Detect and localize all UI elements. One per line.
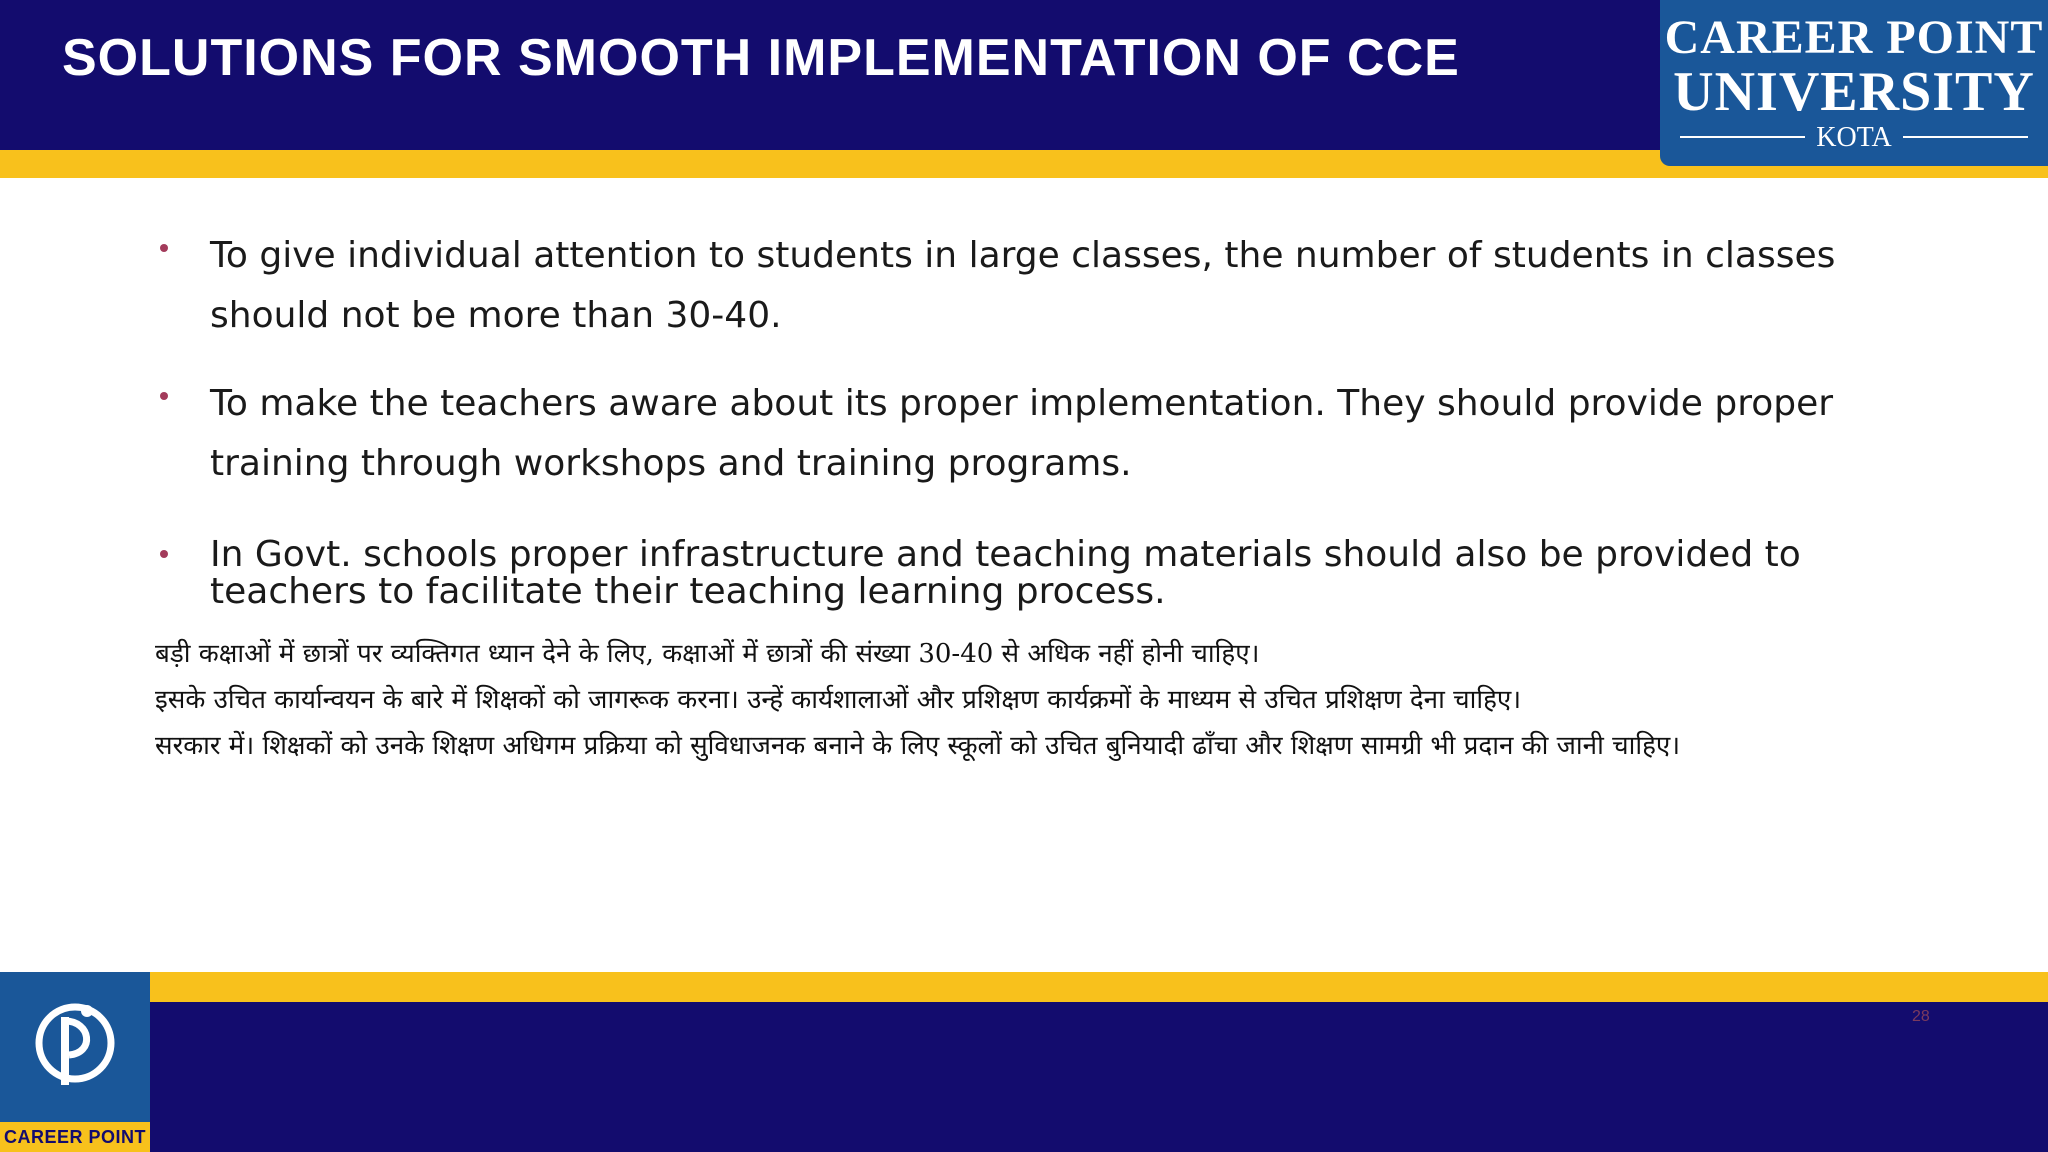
hindi-line: बड़ी कक्षाओं में छात्रों पर व्यक्तिगत ध्यान देने के लिए, कक्षाओं में छात्रों की संख्या 30-40 से अधिक नहीं होनी चाहिए।	[155, 639, 1260, 669]
logo-rule-right	[1903, 136, 2028, 138]
page-number: 28	[1912, 1008, 1930, 1025]
bullet-text: In Govt. schools proper infrastructure and teaching materials should also be provided to teachers to facilitate their teaching learning process.	[210, 534, 1801, 612]
university-logo	[1660, 0, 2048, 166]
logo-line-career-point: CAREER POINT	[1664, 11, 2044, 64]
bullet-dot-icon	[160, 244, 168, 252]
hindi-line: सरकार में। शिक्षकों को उनके शिक्षण अधिगम प्रक्रिया को सुविधाजनक बनाने के लिए स्कूलों को उचित बुनियादी ढाँचा और शिक्षण सामग्री भी प्रदान की जानी चाहिए।	[155, 731, 1681, 761]
bullet-text: To give individual attention to students in large classes, the number of students in classes should not be more than 30-40.	[210, 235, 1836, 336]
bullet-item	[160, 374, 1920, 494]
hindi-line: इसके उचित कार्यान्वयन के बारे में शिक्षकों को जागरूक करना। उन्हें कार्यशालाओं और प्रशिक्षण कार्यक्रमों के माध्यम से उचित प्रशिक्षण देना चाहिए।	[155, 685, 1522, 715]
slide-content	[0, 178, 2048, 968]
bullet-item	[160, 536, 1920, 616]
bullet-dot-icon	[160, 392, 168, 400]
logo-kota-text: KOTA	[1816, 122, 1892, 153]
footer-stripe	[150, 972, 2048, 1002]
career-point-emblem-icon	[25, 997, 125, 1097]
slide-title: SOLUTIONS FOR SMOOTH IMPLEMENTATION OF CCE	[62, 29, 1460, 87]
logo-line-kota	[1660, 122, 2048, 152]
footer-band	[150, 1002, 2048, 1152]
bullet-dot-icon	[160, 550, 168, 558]
bullet-item	[160, 226, 1920, 346]
logo-line-university: UNIVERSITY	[1673, 61, 2035, 123]
bullet-text: To make the teachers aware about its proper implementation. They should provide proper training through workshops and training programs.	[210, 383, 1834, 484]
career-point-logo-text: CAREER POINT	[0, 1122, 150, 1152]
